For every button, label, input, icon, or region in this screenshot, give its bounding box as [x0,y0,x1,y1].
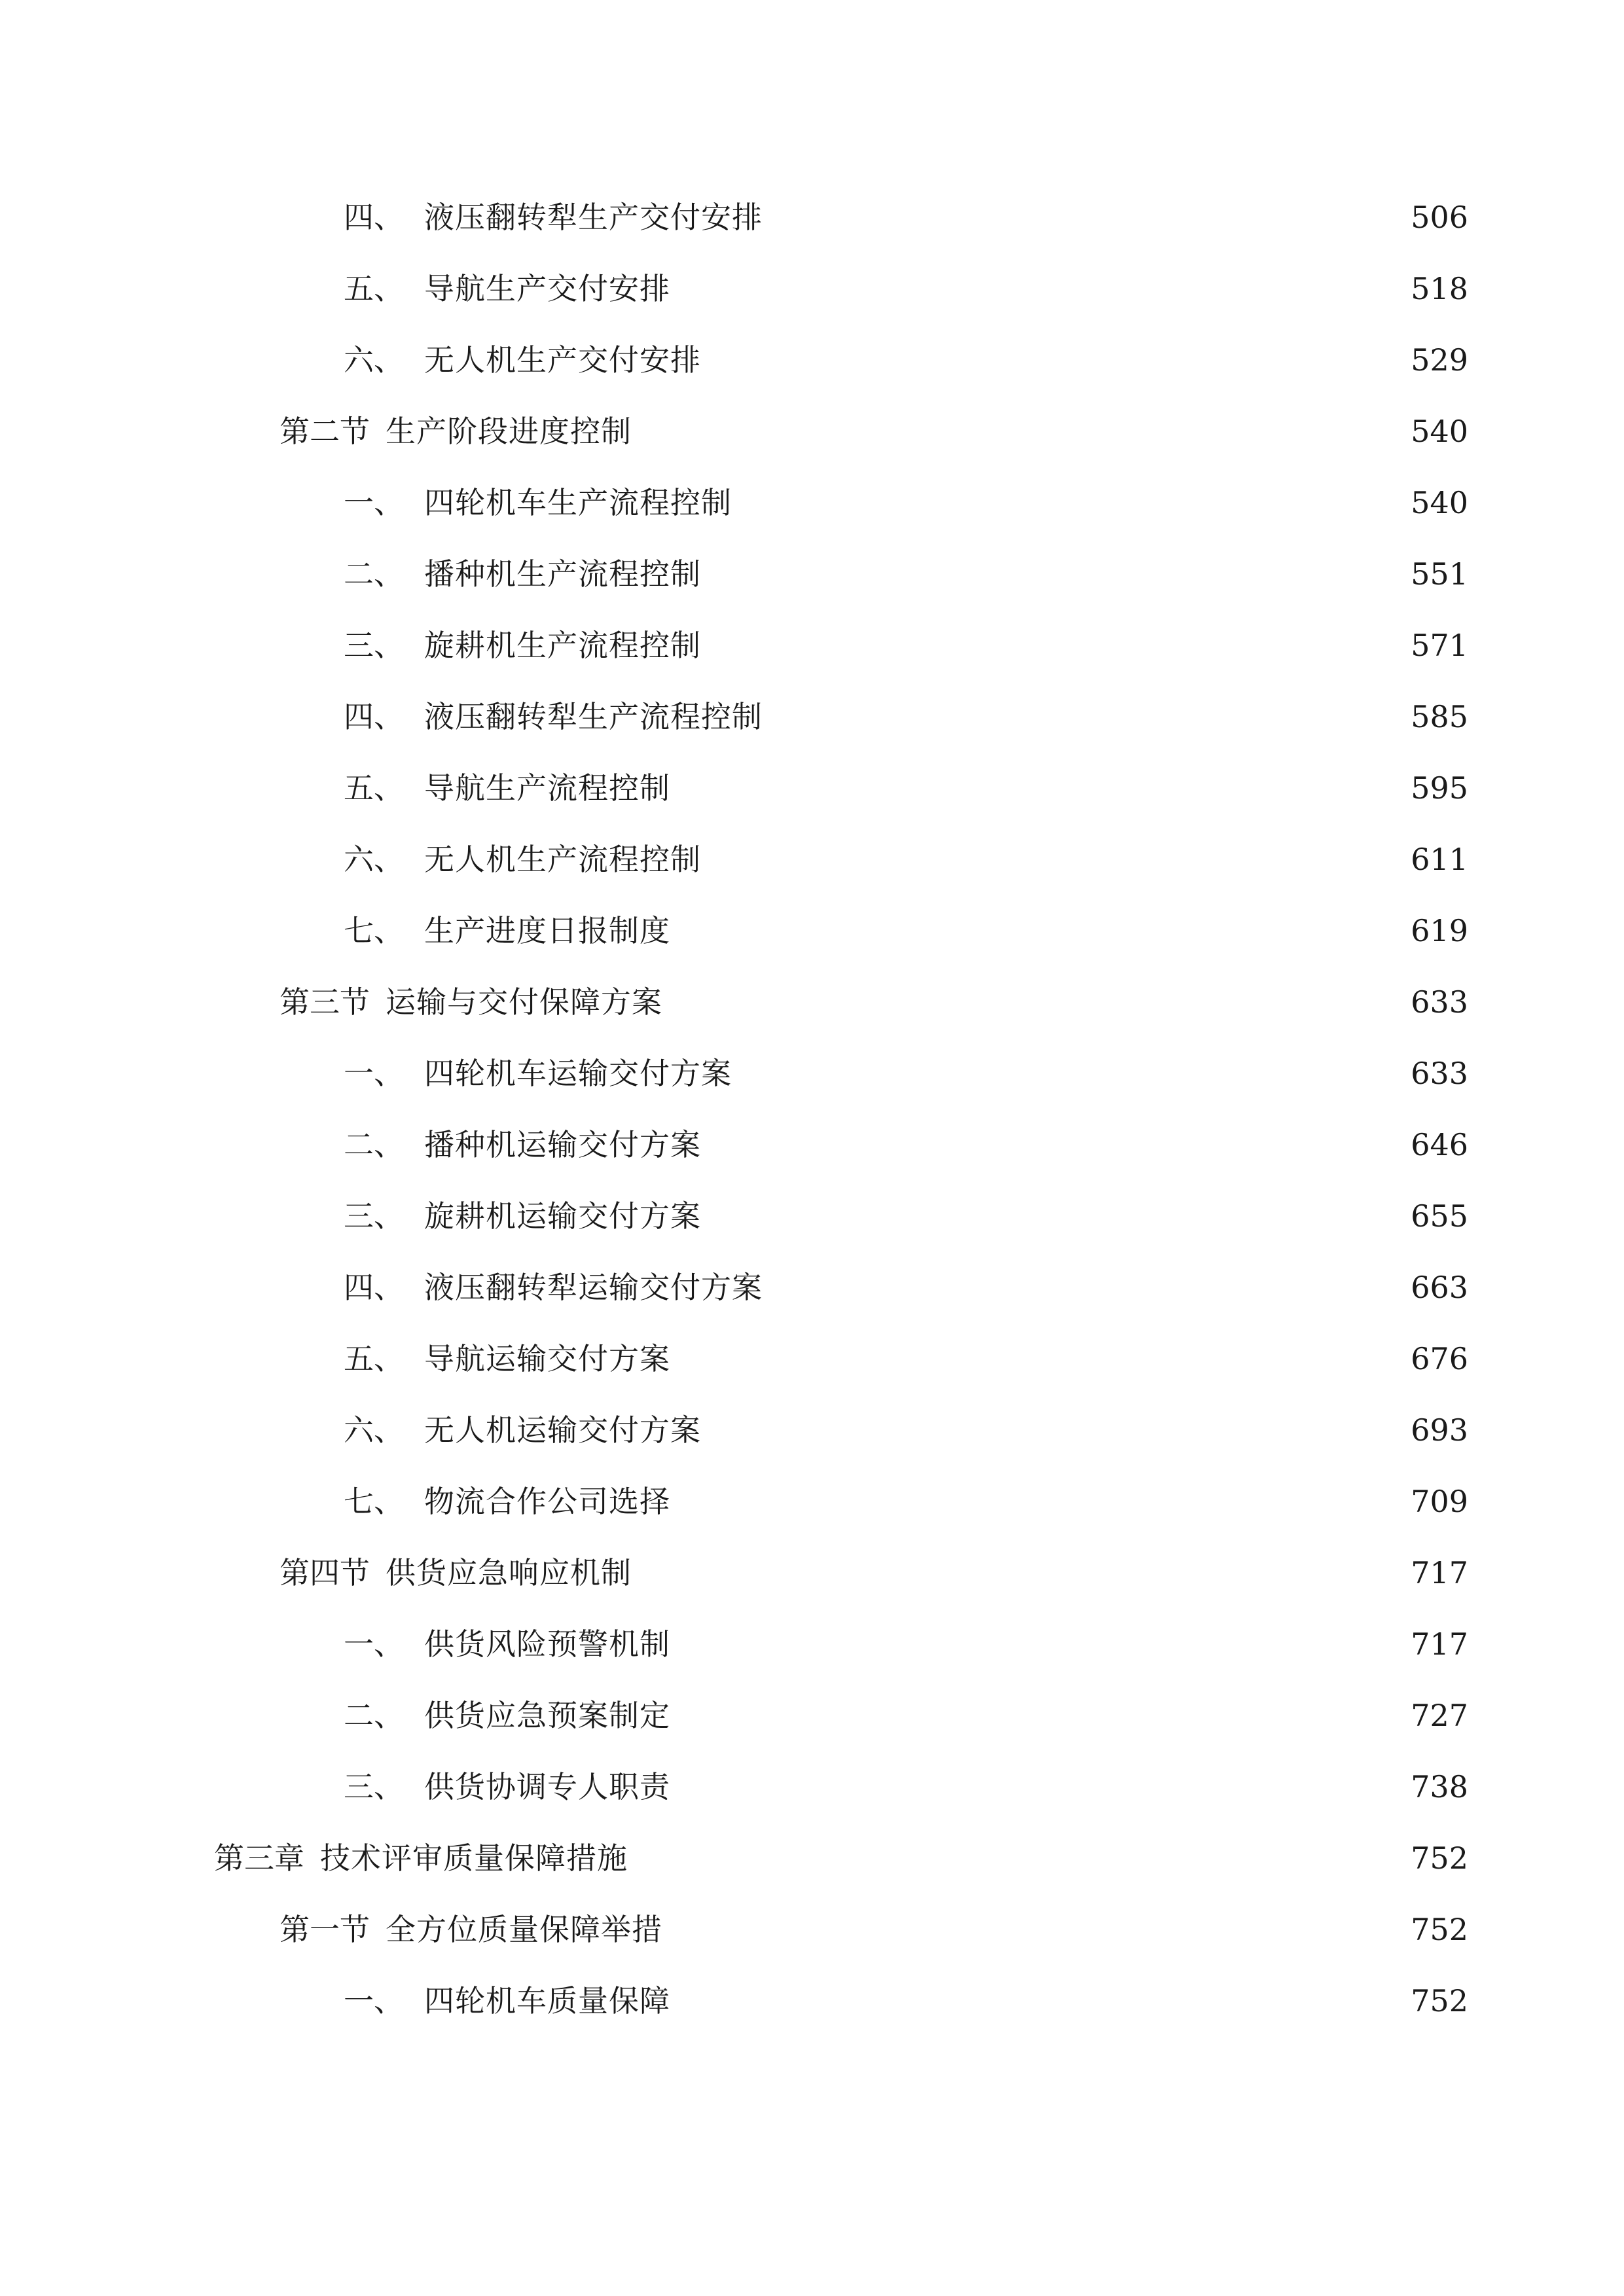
entry-page-number: 540 [1411,485,1468,520]
entry-number: 五、 [344,770,404,806]
toc-entry[interactable] [344,334,1468,386]
entry-title: 导航生产交付安排 [424,271,670,306]
dot-leader [679,1975,1399,2027]
entry-page-number: 551 [1411,556,1468,592]
toc-entry-chapter[interactable] [214,1832,1468,1884]
entry-page-number: 752 [1411,1912,1468,1947]
dot-leader [741,1047,1399,1100]
dot-leader [672,976,1399,1028]
entry-title: 液压翻转犁运输交付方案 [424,1270,763,1305]
entry-page-number: 529 [1411,342,1468,378]
entry-number: 一、 [344,485,404,520]
entry-number: 六、 [344,342,404,378]
entry-title: 物流合作公司选择 [424,1484,670,1519]
entry-number: 四、 [344,1270,404,1305]
entry-title: 供货应急响应机制 [386,1555,632,1590]
entry-number: 第四节 [280,1555,370,1590]
dot-leader [710,619,1399,672]
entry-page-number: 727 [1411,1698,1468,1733]
dot-leader [679,1761,1399,1813]
entry-number: 一、 [344,1056,404,1091]
dot-leader [679,262,1399,315]
toc-entry[interactable] [344,762,1468,814]
toc-entry[interactable] [344,619,1468,672]
dot-leader [679,762,1399,814]
toc-entry[interactable] [344,905,1468,957]
toc-entry-section[interactable] [280,405,1468,457]
entry-number: 五、 [344,1341,404,1376]
entry-page-number: 619 [1411,913,1468,948]
dot-leader [679,1689,1399,1742]
entry-title: 供货应急预案制定 [424,1698,670,1733]
entry-page-number: 676 [1411,1341,1468,1376]
toc-entry[interactable] [344,1119,1468,1171]
entry-page-number: 585 [1411,699,1468,734]
entry-page-number: 633 [1411,1056,1468,1091]
entry-number: 第三节 [280,984,370,1020]
entry-number: 二、 [344,1127,404,1162]
toc-entry-section[interactable] [280,976,1468,1028]
entry-page-number: 752 [1411,1983,1468,2018]
toc-entry[interactable] [344,1689,1468,1742]
entry-number: 第三章 [214,1840,304,1876]
entry-page-number: 646 [1411,1127,1468,1162]
entry-number: 四、 [344,699,404,734]
entry-page-number: 506 [1411,200,1468,235]
dot-leader [637,1832,1399,1884]
toc-entry[interactable] [344,191,1468,243]
dot-leader [741,476,1399,529]
entry-page-number: 752 [1411,1840,1468,1876]
toc-entry[interactable] [344,1475,1468,1528]
toc-entry[interactable] [344,833,1468,886]
entry-title: 液压翻转犁生产交付安排 [424,200,763,235]
entry-number: 三、 [344,1198,404,1234]
entry-number: 第一节 [280,1912,370,1947]
toc-entry[interactable] [344,1261,1468,1314]
entry-title: 四轮机车运输交付方案 [424,1056,732,1091]
entry-number: 第二节 [280,414,370,449]
dot-leader [772,691,1399,743]
entry-page-number: 655 [1411,1198,1468,1234]
entry-page-number: 571 [1411,628,1468,663]
toc-entry[interactable] [344,1404,1468,1456]
entry-title: 旋耕机生产流程控制 [424,628,701,663]
dot-leader [679,1333,1399,1385]
entry-page-number: 663 [1411,1270,1468,1305]
entry-title: 生产阶段进度控制 [386,414,632,449]
entry-title: 无人机运输交付方案 [424,1412,701,1448]
toc-entry[interactable] [344,1333,1468,1385]
entry-title: 供货风险预警机制 [424,1626,670,1662]
entry-title: 无人机生产流程控制 [424,842,701,877]
entry-number: 二、 [344,1698,404,1733]
entry-number: 六、 [344,1412,404,1448]
toc-entry[interactable] [344,691,1468,743]
entry-title: 导航运输交付方案 [424,1341,670,1376]
entry-page-number: 709 [1411,1484,1468,1519]
toc-entry[interactable] [344,548,1468,600]
entry-page-number: 518 [1411,271,1468,306]
entry-title: 四轮机车生产流程控制 [424,485,732,520]
dot-leader [679,905,1399,957]
dot-leader [710,1119,1399,1171]
entry-title: 液压翻转犁生产流程控制 [424,699,763,734]
entry-page-number: 595 [1411,770,1468,806]
dot-leader [772,1261,1399,1314]
toc-entry-section[interactable] [280,1547,1468,1599]
entry-title: 播种机生产流程控制 [424,556,701,592]
entry-number: 一、 [344,1983,404,2018]
dot-leader [710,1404,1399,1456]
toc-entry[interactable] [344,262,1468,315]
entry-number: 二、 [344,556,404,592]
dot-leader [672,1903,1399,1956]
toc-entry[interactable] [344,1047,1468,1100]
entry-page-number: 717 [1411,1626,1468,1662]
dot-leader [641,1547,1399,1599]
dot-leader [710,548,1399,600]
entry-page-number: 633 [1411,984,1468,1020]
dot-leader [679,1618,1399,1670]
entry-number: 六、 [344,842,404,877]
toc-entry[interactable] [344,1975,1468,2027]
entry-title: 生产进度日报制度 [424,913,670,948]
entry-title: 无人机生产交付安排 [424,342,701,378]
entry-page-number: 611 [1411,842,1468,877]
entry-page-number: 540 [1411,414,1468,449]
entry-title: 旋耕机运输交付方案 [424,1198,701,1234]
entry-title: 运输与交付保障方案 [386,984,662,1020]
entry-page-number: 693 [1411,1412,1468,1448]
dot-leader [710,334,1399,386]
toc-entry[interactable] [344,1618,1468,1670]
toc-entry-section[interactable] [280,1903,1468,1956]
entry-number: 七、 [344,913,404,948]
dot-leader [710,833,1399,886]
dot-leader [679,1475,1399,1528]
dot-leader [641,405,1399,457]
entry-title: 技术评审质量保障措施 [320,1840,628,1876]
toc-entry[interactable] [344,476,1468,529]
entry-number: 七、 [344,1484,404,1519]
entry-number: 三、 [344,1769,404,1804]
entry-title: 四轮机车质量保障 [424,1983,670,2018]
toc-entry[interactable] [344,1761,1468,1813]
entry-title: 播种机运输交付方案 [424,1127,701,1162]
dot-leader [772,191,1399,243]
entry-number: 三、 [344,628,404,663]
entry-number: 四、 [344,200,404,235]
toc-entry[interactable] [344,1190,1468,1242]
entry-number: 五、 [344,271,404,306]
entry-title: 全方位质量保障举措 [386,1912,662,1947]
entry-title: 导航生产流程控制 [424,770,670,806]
entry-number: 一、 [344,1626,404,1662]
entry-page-number: 717 [1411,1555,1468,1590]
entry-title: 供货协调专人职责 [424,1769,670,1804]
entry-page-number: 738 [1411,1769,1468,1804]
dot-leader [710,1190,1399,1242]
